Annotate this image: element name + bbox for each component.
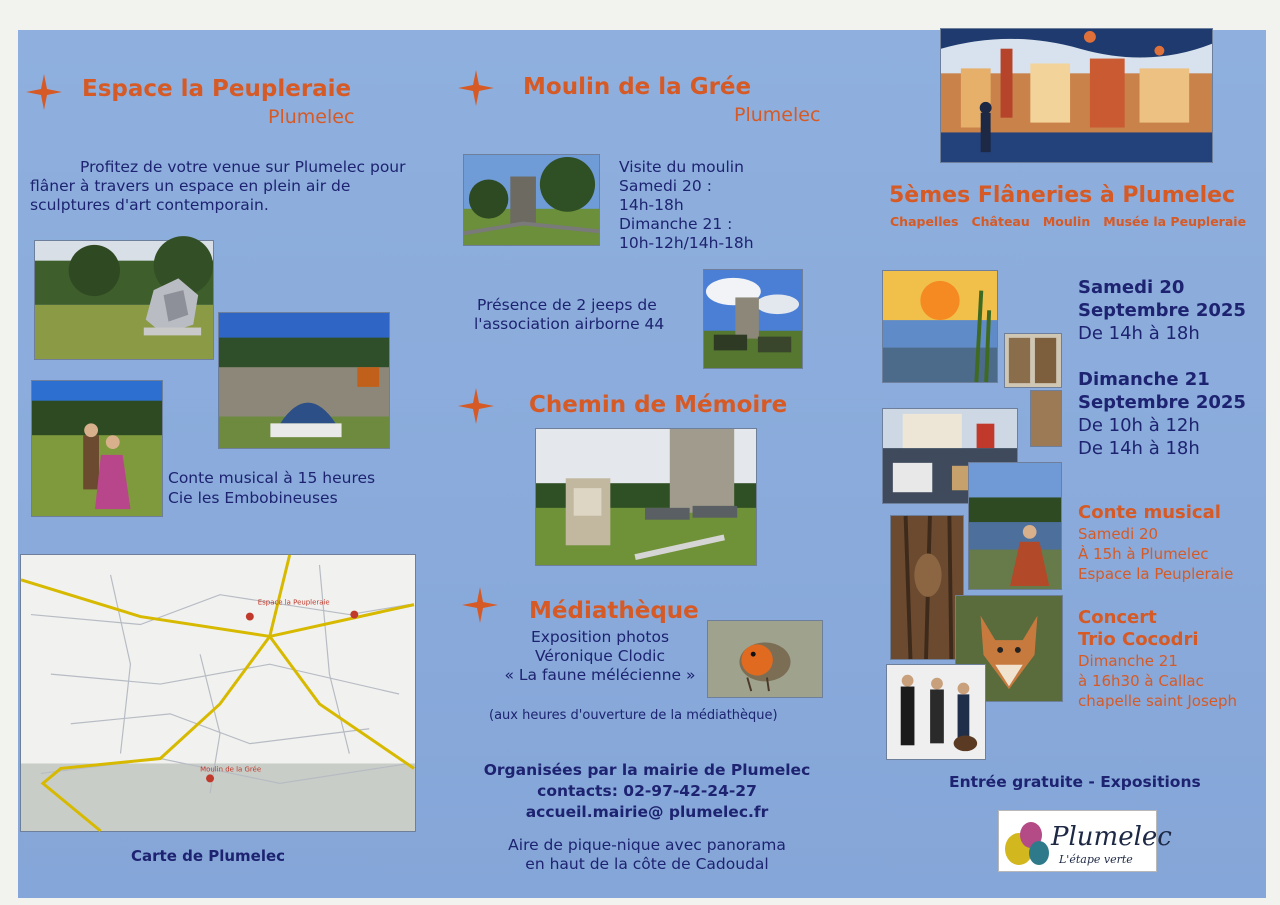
compass-star-icon (462, 587, 498, 623)
conte-line-3: Espace la Peupleraie (1078, 565, 1234, 583)
picnic-info (470, 836, 824, 874)
jeeps-line-1: Présence de 2 jeeps de (477, 296, 657, 314)
contact-email: accueil.mairie@ plumelec.fr (525, 803, 769, 821)
blue-sculpture-photo (218, 312, 390, 449)
jeeps-photo (703, 269, 803, 369)
concert-title-1: Concert (1078, 607, 1157, 628)
costume-lake-photo (968, 462, 1062, 590)
concert-line-1: Dimanche 21 (1078, 652, 1178, 670)
picnic-line-2: en haut de la côte de Cadoudal (525, 855, 769, 873)
carved-panels-photo (1004, 333, 1062, 388)
logo-leaves-icon (999, 811, 1172, 873)
sunset-painting (882, 270, 998, 383)
organisers-line: Organisées par la mairie de Plumelec (483, 761, 811, 779)
saturday-line-2: Septembre 2025 (1078, 300, 1246, 321)
mediatheque-info (490, 628, 710, 685)
map-label-moulin: Moulin de la Grée (200, 765, 262, 774)
event-tags: Chapelles Château Moulin Musée la Peupleraie (890, 214, 1247, 229)
wood-panel-photo (1030, 390, 1062, 447)
sunday-schedule (1078, 368, 1246, 460)
concert-line-2: à 16h30 à Callac (1078, 672, 1204, 690)
plumelec-map (20, 554, 416, 832)
plumelec-logo (998, 810, 1172, 872)
memorial-photo (535, 428, 757, 566)
conte-caption-2: Cie les Embobineuses (168, 489, 338, 507)
visit-line: Samedi 20 : (619, 177, 712, 195)
visit-line: 14h-18h (619, 196, 684, 214)
map-label-espace: Espace la Peupleraie (257, 598, 330, 607)
saturday-hours: De 14h à 18h (1078, 323, 1200, 344)
jeeps-line-2: l'association airborne 44 (474, 315, 665, 333)
organisers-block (470, 760, 824, 823)
windmill-photo (463, 154, 600, 246)
conte-line-1: Samedi 20 (1078, 525, 1159, 543)
contact-phone: contacts: 02-97-42-24-27 (537, 782, 757, 800)
trio-photo (886, 664, 986, 760)
concert-line-3: chapelle saint Joseph (1078, 692, 1238, 710)
logo-tagline: L'étape verte (1059, 853, 1133, 866)
event-title: 5èmes Flâneries à Plumelec (889, 183, 1236, 208)
moulin-visit-lines (619, 158, 754, 253)
conte-block (1078, 502, 1233, 584)
espace-title: Espace la Peupleraie (82, 76, 352, 102)
sunday-line-2: Septembre 2025 (1078, 392, 1246, 413)
saturday-schedule (1078, 276, 1246, 345)
saturday-line-1: Samedi 20 (1078, 277, 1185, 298)
visit-line: 10h-12h/14h-18h (619, 234, 754, 252)
compass-star-icon (26, 74, 62, 110)
mediatheque-line-1: Exposition photos (530, 628, 670, 646)
robin-photo (707, 620, 823, 698)
mediatheque-note: (aux heures d'ouverture de la médiathèque) (489, 708, 778, 723)
carved-wood-photo (890, 515, 964, 660)
memoire-title: Chemin de Mémoire (529, 392, 788, 418)
logo-name: Plumelec (1051, 822, 1172, 852)
moulin-subtitle: Plumelec (734, 104, 821, 126)
concert-block (1078, 607, 1237, 711)
espace-intro: Profitez de votre venue sur Plumelec pour flâner à travers un espace en plein air de sculptures d'art contemporain. (30, 158, 406, 214)
sculpture-photo (34, 240, 214, 360)
sunday-line-1: Dimanche 21 (1078, 369, 1210, 390)
concert-title-2: Trio Cocodri (1078, 629, 1199, 650)
conte-title: Conte musical (1078, 502, 1221, 523)
picnic-line-1: Aire de pique-nique avec panorama (508, 836, 786, 854)
espace-subtitle: Plumelec (268, 106, 355, 128)
mediatheque-title: Médiathèque (529, 598, 699, 624)
visit-line: Visite du moulin (619, 158, 744, 176)
mediatheque-line-2: Véronique Clodic (535, 647, 665, 665)
entry-info: Entrée gratuite - Expositions (949, 773, 1201, 791)
sunday-hours-1: De 10h à 12h (1078, 415, 1200, 436)
conte-line-2: À 15h à Plumelec (1078, 545, 1209, 563)
sunday-hours-2: De 14h à 18h (1078, 438, 1200, 459)
compass-star-icon (458, 388, 494, 424)
map-caption: Carte de Plumelec (131, 847, 286, 865)
moulin-title: Moulin de la Grée (523, 74, 752, 100)
visit-line: Dimanche 21 : (619, 215, 733, 233)
storytellers-photo (31, 380, 163, 517)
conte-caption-1: Conte musical à 15 heures (168, 469, 376, 487)
festival-illustration (940, 28, 1213, 163)
mediatheque-line-3: « La faune mélécienne » (504, 666, 696, 684)
compass-star-icon (458, 70, 494, 106)
